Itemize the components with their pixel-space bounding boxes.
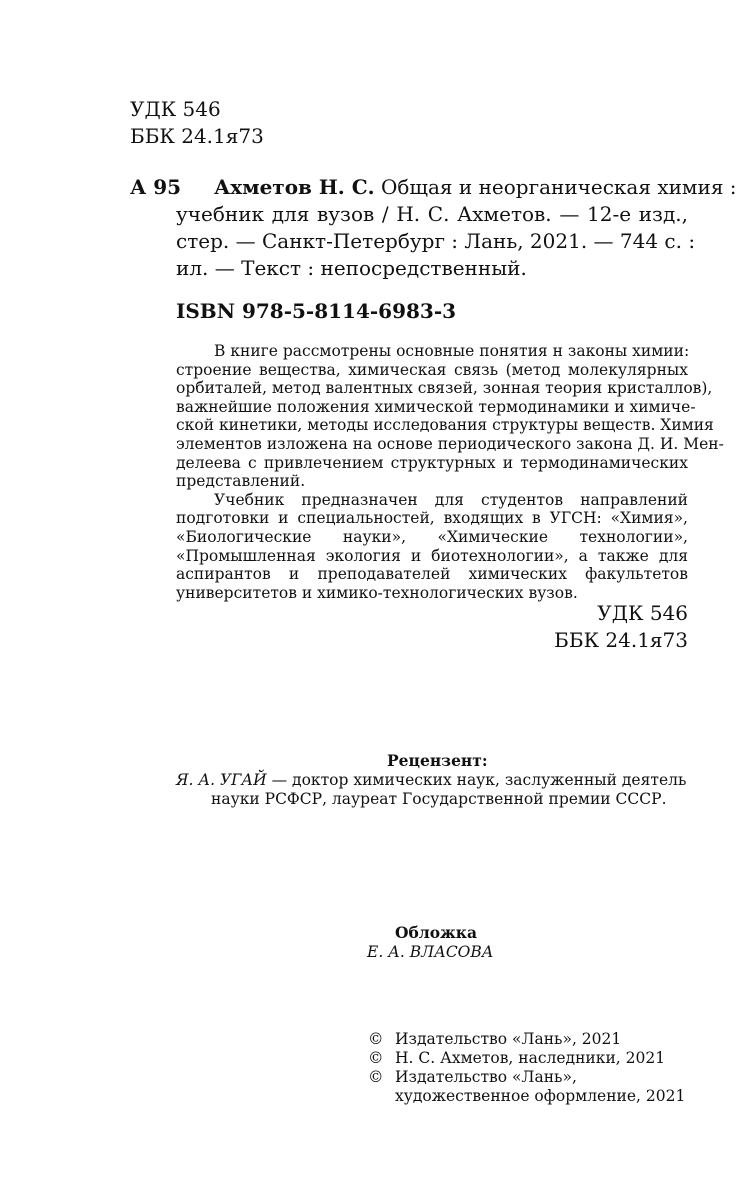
annotation (176, 342, 724, 602)
isbn: ISBN 978-5-8114-6983-3 (176, 299, 457, 323)
bib-line-2: учебник для вузов / Н. С. Ахметов. — 12-е изд., (176, 202, 688, 226)
cover-designer: Е. А. ВЛАСОВА (367, 943, 494, 961)
bottom-classification (554, 600, 688, 654)
annotation-line: «Биологические науки», «Химические технологии», (176, 527, 688, 546)
reviewer-label: Рецензент: (387, 751, 488, 770)
annotation-line: строение вещества, химическая связь (метод молекулярных (176, 360, 688, 379)
annotation-line: Учебник предназначен для студентов направлений (214, 490, 688, 509)
bib-author: Ахметов Н. С. (214, 175, 375, 199)
annotation-line: делеева с привлечением структурных и термодинамических (176, 453, 688, 472)
bib-line-3: стер. — Санкт-Петербург : Лань, 2021. — 744 с. : (176, 229, 696, 253)
annotation-line: орбиталей, метод валентных связей, зонная теория кристаллов), (176, 379, 713, 398)
copyright-text-4: художественное оформление, 2021 (395, 1087, 686, 1105)
copyright-text-3: Издательство «Лань», (395, 1068, 577, 1086)
reviewer-line-1 (176, 771, 686, 790)
bottom-udk: УДК 546 (597, 601, 688, 625)
copyright-icon: © (368, 1030, 384, 1048)
top-bbk: ББК 24.1я73 (130, 124, 264, 148)
copyright-icon: © (368, 1068, 384, 1086)
annotation-line: университетов и химико-технологических вузов. (176, 583, 578, 602)
bib-line-4: ил. — Текст : непосредственный. (176, 256, 527, 280)
annotation-line: аспирантов и преподавателей химических факультетов (176, 565, 688, 584)
copyright-icon: © (368, 1049, 384, 1067)
bib-line-1 (176, 174, 737, 201)
copyright-line (368, 1068, 577, 1087)
bottom-bbk: ББК 24.1я73 (554, 628, 688, 652)
annotation-line: подготовки и специальностей, входящих в УГСН: «Химия», (176, 509, 688, 528)
author-mark: А 95 (130, 175, 182, 199)
annotation-line: «Промышленная экология и биотехнологии», а также для (176, 546, 688, 565)
annotation-line: ской кинетики, методы исследования структуры веществ. Химия (176, 416, 714, 435)
annotation-line: важнейшие положения химической термодинамики и химиче- (176, 397, 696, 416)
annotation-line: В книге рассмотрены основные понятия н законы химии: (214, 342, 690, 360)
annotation-line: элементов изложена на основе периодического закона Д. И. Мен- (176, 434, 724, 453)
reviewer-desc-1: — доктор химических наук, заслуженный деятель (266, 771, 687, 789)
cover-label: Обложка (395, 923, 477, 942)
top-classification (130, 96, 264, 150)
copyright-text-1: Издательство «Лань», 2021 (395, 1030, 622, 1048)
copyright-line (368, 1030, 621, 1049)
bib-title: Общая и неорганическая химия : (380, 175, 737, 199)
copyright-line (368, 1049, 665, 1068)
reviewer-desc-2: науки РСФСР, лауреат Государственной премии СССР. (211, 790, 667, 808)
bibliographic-description (176, 174, 737, 282)
top-udk: УДК 546 (130, 97, 221, 121)
annotation-line: представлений. (176, 472, 306, 491)
copyright-text-2: Н. С. Ахметов, наследники, 2021 (395, 1049, 666, 1067)
reviewer-name: Я. А. УГАЙ (176, 771, 267, 789)
